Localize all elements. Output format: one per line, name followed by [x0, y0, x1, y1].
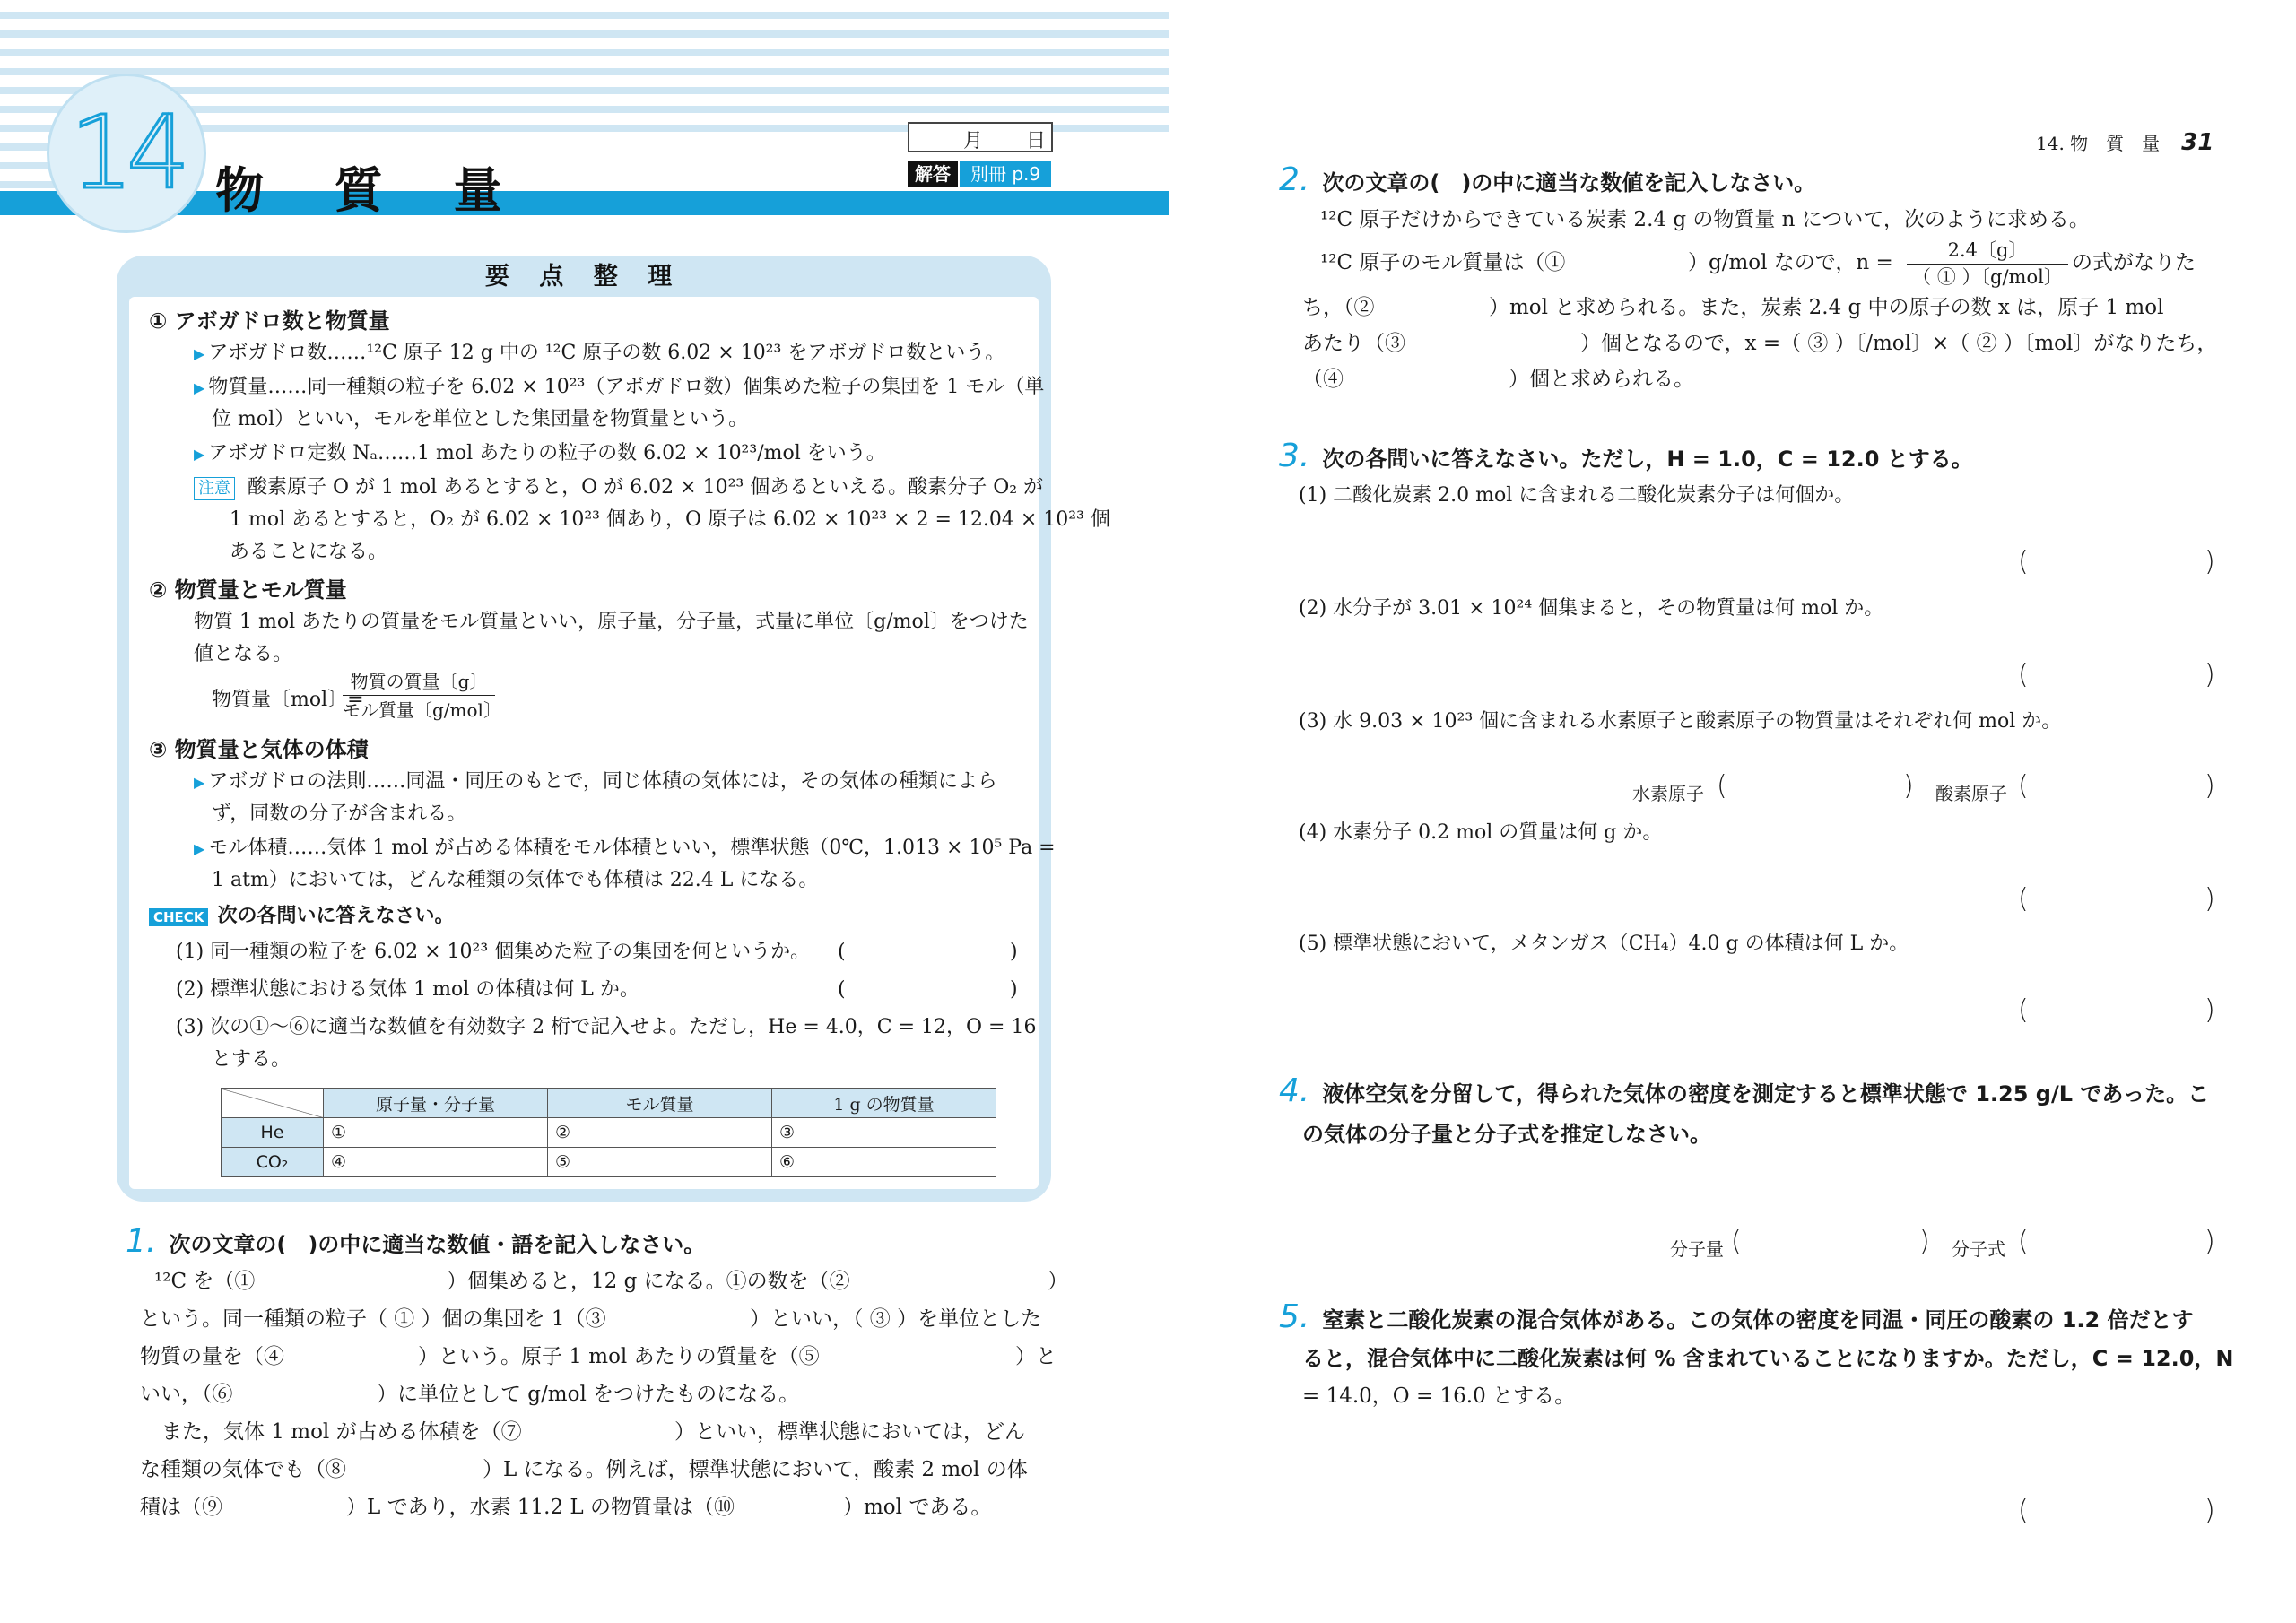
q1-text: ）: [1048, 1270, 1068, 1293]
summary-line: ▶ モル体積……気体 1 mol が占める体積をモル体積といい，標準状態（0℃，1.013 × 10⁵ Pa =: [194, 837, 1056, 859]
answer-open-paren: (: [2018, 1226, 2029, 1257]
section-heading: ② 物質量とモル質量: [149, 577, 347, 603]
q1-text: という。同一種類の粒子（ ① ）個の集団を 1（③: [140, 1307, 606, 1331]
answer-close-paren: ): [2205, 770, 2215, 802]
molecular-weight-label: 分子量: [1670, 1238, 1724, 1260]
summary-content: [129, 297, 1110, 1189]
q1-text: いい，（⑥: [140, 1383, 233, 1406]
table-cell[interactable]: ⑥: [772, 1148, 996, 1177]
answer-open-paren: (: [2018, 994, 2029, 1026]
summary-line: ▶ アボガドロの法則……同温・同圧のもとで，同じ体積の気体には，その気体の種類によら: [194, 770, 997, 793]
q2-text: ち，（②: [1302, 296, 1375, 319]
table-header-row: [222, 1089, 996, 1118]
note-line: あることになる。: [230, 541, 388, 563]
answer-open-paren: (: [838, 978, 846, 1001]
answer-open-paren: (: [2018, 546, 2029, 577]
q1-text: ）mol である。: [843, 1496, 992, 1519]
q3-subquestion: (3) 水 9.03 × 10²³ 個に含まれる水素原子と酸素原子の物質量はそれぞれ何 mol か。: [1299, 710, 2062, 733]
q1-text: ）個集めると，12 g になる。①の数を（②: [447, 1270, 850, 1293]
answer-open-paren: (: [838, 941, 846, 963]
running-chapter: 14. 物 質 量: [2036, 133, 2161, 154]
answer-open-paren: (: [2018, 1495, 2029, 1526]
q2-text: ）mol と求められる。また，炭素 2.4 g 中の原子の数 x は，原子 1 mol: [1489, 296, 2164, 319]
q2-text: ）g/mol なので，n =: [1688, 251, 1893, 274]
answer-open-paren: (: [2018, 770, 2029, 802]
check-question: (1) 同一種類の粒子を 6.02 × 10²³ 個集めた粒子の集団を何というか。: [176, 941, 811, 963]
note-line: 注意 酸素原子 O が 1 mol あるとすると，O が 6.02 × 10²³ 個あるといえる。酸素分子 O₂ が: [194, 474, 1043, 501]
arrow-icon: ▶: [194, 774, 205, 791]
question-number: 3.: [1279, 438, 1310, 474]
question-1-header: [126, 1223, 706, 1260]
question-2-header: [1279, 161, 1816, 198]
day-label: 日: [1026, 130, 1047, 152]
q1-text: 物質の量を（④: [140, 1345, 284, 1368]
q2-text: あたり（③: [1302, 332, 1405, 355]
q2-text: ¹²C 原子だけからできている炭素 2.4 g の物質量 n について，次のように求める。: [1320, 208, 2090, 231]
q1-text: ）といい，標準状態においては，どん: [674, 1420, 1025, 1444]
row-label: He: [222, 1118, 324, 1148]
q1-text: ）L であり，水素 11.2 L の物質量は（⑩: [346, 1496, 735, 1519]
chapter-badge: [47, 74, 206, 233]
molar-table: [221, 1088, 996, 1177]
arrow-icon: ▶: [194, 446, 205, 463]
question-text: ると，混合気体中に二酸化炭素は何 % 含まれていることになりますか。ただし，C = 12.0，N: [1302, 1346, 2234, 1371]
q1-text: ）と: [1015, 1345, 1057, 1368]
summary-line: ▶ アボガドロ定数 Nₐ……1 mol あたりの粒子の数 6.02 × 10²³/mol をいう。: [194, 442, 886, 464]
table-cell[interactable]: ④: [324, 1148, 548, 1177]
question-title: 次の文章の( )の中に適当な数値を記入しなさい。: [1322, 170, 1816, 195]
arrow-icon: ▶: [194, 379, 205, 396]
check-question: (3) 次の①～⑥に適当な数値を有効数字 2 桁で記入せよ。ただし，He = 4.0，C = 12，O = 16: [176, 1016, 1037, 1038]
answer-close-paren: ): [2205, 659, 2215, 690]
q3-subquestion: (1) 二酸化炭素 2.0 mol に含まれる二酸化炭素分子は何個か。: [1299, 484, 1855, 507]
date-box: [908, 122, 1053, 152]
q1-text: ¹²C を（①: [154, 1270, 256, 1293]
answer-close-paren: ): [2205, 546, 2215, 577]
question-title: 次の文章の( )の中に適当な数値・語を記入しなさい。: [169, 1232, 706, 1257]
answer-close-paren: ): [1010, 941, 1018, 963]
q2-fraction-denominator: （ ① ）〔g/mol〕: [1912, 266, 2063, 288]
page-number: 31: [2181, 129, 2214, 156]
q3-subquestion: (5) 標準状態において，メタンガス（CH₄）4.0 g の体積は何 L か。: [1299, 933, 1909, 955]
q2-text: ¹²C 原子のモル質量は（①: [1320, 251, 1566, 274]
q1-text: ）に単位として g/mol をつけたものになる。: [377, 1383, 800, 1406]
q2-text: ）個と求められる。: [1509, 368, 1694, 391]
summary-line: ず，同数の分子が含まれる。: [212, 803, 467, 825]
answer-open-paren: (: [2018, 883, 2029, 915]
question-title: 次の各問いに答えなさい。ただし，H = 1.0，C = 12.0 とする。: [1322, 447, 1973, 472]
answer-reference: 別冊 p.9: [960, 161, 1051, 187]
chapter-title: 物 質 量: [215, 162, 529, 219]
q2-text: ）個となるので，x =（ ③ ）〔/mol〕×（ ② ）〔mol〕がなりたち，: [1580, 332, 2218, 355]
table-cell[interactable]: ②: [548, 1118, 772, 1148]
table-header: 1 g の物質量: [772, 1089, 996, 1118]
question-5-header: [1279, 1298, 2194, 1335]
q2-text: の式がなりた: [2072, 251, 2196, 274]
q1-text: また，気体 1 mol が占める体積を（⑦: [161, 1420, 522, 1444]
q2-fraction-numerator: 2.4〔g〕: [1907, 237, 2068, 265]
molecular-formula-label: 分子式: [1952, 1238, 2005, 1260]
answer-label: 解答: [908, 161, 958, 187]
answer-close-paren: ): [2205, 1495, 2215, 1526]
running-header: [2036, 129, 2213, 156]
formula-numerator: 物質の質量〔g〕: [343, 668, 495, 696]
answer-close-paren: ): [1919, 1226, 1930, 1257]
answer-close-paren: ): [2205, 883, 2215, 915]
q1-text: ）L になる。例えば，標準状態において，酸素 2 mol の体: [483, 1458, 1028, 1481]
question-text: = 14.0，O = 16.0 とする。: [1302, 1384, 1576, 1408]
check-question: とする。: [212, 1048, 291, 1071]
q1-text: 積は（⑨: [140, 1496, 222, 1519]
oxygen-label: 酸素原子: [1935, 783, 2007, 804]
table-cell[interactable]: ③: [772, 1118, 996, 1148]
table-corner: [222, 1089, 324, 1118]
table-row: [222, 1118, 996, 1148]
answer-open-paren: (: [1731, 1226, 1742, 1257]
check-tag: CHECK: [149, 908, 208, 926]
answer-close-paren: ): [1903, 770, 1914, 802]
q1-text: ）という。原子 1 mol あたりの質量を（⑤: [418, 1345, 820, 1368]
table-cell[interactable]: ①: [324, 1118, 548, 1148]
arrow-icon: ▶: [194, 840, 205, 857]
question-3-header: [1279, 438, 1973, 474]
question-4-header: [1279, 1072, 2210, 1109]
table-header: モル質量: [548, 1089, 772, 1118]
summary-title: 要 点 整 理: [484, 263, 683, 291]
section-heading: ① アボガドロ数と物質量: [149, 308, 390, 334]
question-text: 窒素と二酸化炭素の混合気体がある。この気体の密度を同温・同圧の酸素の 1.2 倍だとす: [1322, 1307, 2194, 1332]
section-heading: ③ 物質量と気体の体積: [149, 737, 369, 762]
summary-line: 位 mol）といい，モルを単位とした集団量を物質量という。: [212, 408, 749, 430]
summary-line: 1 atm）においては，どんな種類の気体でも体積は 22.4 L になる。: [212, 869, 819, 891]
row-label: CO₂: [222, 1148, 324, 1177]
summary-line: ▶ 物質量……同一種類の粒子を 6.02 × 10²³（アボガドロ数）個集めた粒子の集団を 1 モル（単: [194, 376, 1045, 398]
q2-text: （④: [1302, 368, 1344, 391]
question-text: の気体の分子量と分子式を推定しなさい。: [1302, 1122, 1711, 1147]
q1-text: な種類の気体でも（⑧: [140, 1458, 346, 1481]
table-header: 原子量・分子量: [324, 1089, 548, 1118]
check-heading: CHECK 次の各問いに答えなさい。: [149, 903, 454, 930]
hydrogen-label: 水素原子: [1632, 783, 1704, 804]
formula-lhs: 物質量〔mol〕=: [212, 689, 364, 711]
answer-open-paren: (: [1717, 770, 1727, 802]
q1-text: ）といい，（ ③ ）を単位とした: [750, 1307, 1042, 1331]
q3-subquestion: (4) 水素分子 0.2 mol の質量は何 g か。: [1299, 821, 1663, 844]
table-row: [222, 1148, 996, 1177]
answer-close-paren: ): [2205, 1226, 2215, 1257]
month-label: 月: [963, 130, 984, 152]
note-line: 1 mol あるとすると，O₂ が 6.02 × 10²³ 個あり，O 原子は 6.02 × 10²³ × 2 = 12.04 × 10²³ 個: [230, 508, 1110, 531]
question-text: 液体空気を分留して，得られた気体の密度を測定すると標準状態で 1.25 g/L であった。こ: [1322, 1081, 2210, 1107]
summary-line: ▶ アボガドロ数……¹²C 原子 12 g 中の ¹²C 原子の数 6.02 × 10²³ をアボガドロ数という。: [194, 342, 1005, 364]
summary-line: 値となる。: [194, 643, 293, 665]
question-number: 5.: [1279, 1298, 1310, 1335]
answer-close-paren: ): [1010, 978, 1018, 1001]
note-tag: 注意: [194, 477, 235, 500]
question-number: 4.: [1279, 1072, 1310, 1109]
arrow-icon: ▶: [194, 345, 205, 362]
answer-open-paren: (: [2018, 659, 2029, 690]
check-question: (2) 標準状態における気体 1 mol の体積は何 L か。: [176, 978, 639, 1001]
q3-subquestion: (2) 水分子が 3.01 × 10²⁴ 個集まると，その物質量は何 mol か。: [1299, 597, 1884, 620]
answer-close-paren: ): [2205, 994, 2215, 1026]
question-number: 1.: [126, 1223, 157, 1260]
question-number: 2.: [1279, 161, 1310, 198]
summary-line: 物質 1 mol あたりの質量をモル質量といい，原子量，分子量，式量に単位〔g/mol〕をつけた: [194, 611, 1029, 633]
table-cell[interactable]: ⑤: [548, 1148, 772, 1177]
chapter-number: 14: [69, 95, 184, 212]
formula-denominator: モル質量〔g/mol〕: [343, 699, 501, 721]
summary-box: [117, 256, 1110, 1202]
